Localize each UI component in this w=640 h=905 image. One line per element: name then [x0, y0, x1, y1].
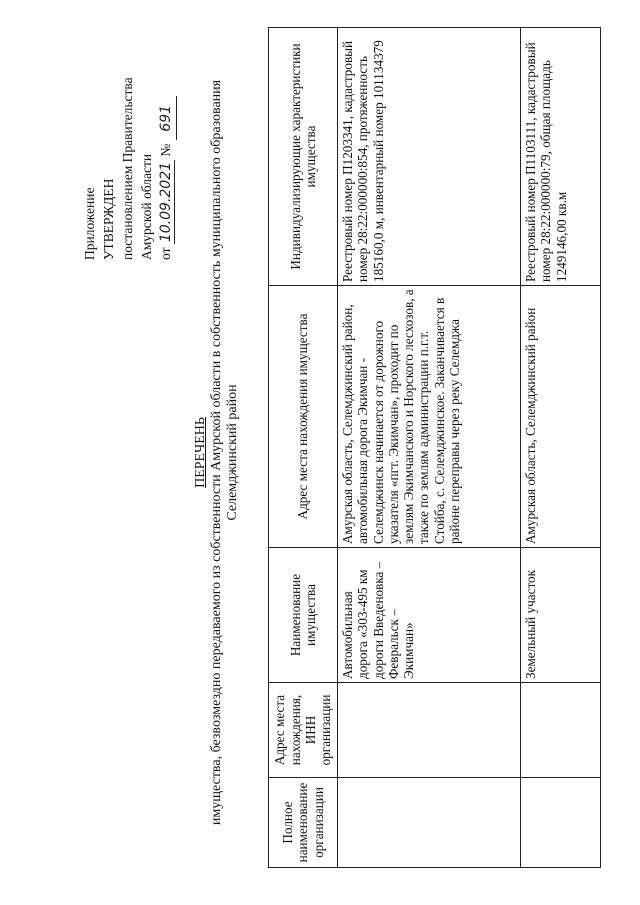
cell-org-name: [521, 778, 601, 868]
property-table: [268, 27, 601, 868]
header-property-name: Наименование имущества: [269, 548, 338, 683]
table-row: [338, 28, 521, 868]
document-title: [193, 60, 241, 845]
header-characteristics: Индивидуализирующие характеристики имущества: [269, 28, 338, 286]
cell-property-address: Амурская область, Селемджинский район: [521, 286, 601, 548]
decree-label: постановлением Правительства: [120, 77, 135, 260]
handwritten-date: 10.09.2021: [158, 161, 174, 243]
appendix-label: Приложение: [82, 187, 97, 260]
region-label: Амурской области: [139, 153, 154, 260]
handwritten-number: 691: [157, 96, 177, 140]
cell-property-name: Автомобильная дорога «303-495 км дороги Введеновка – Февральск – Экимчан»: [338, 548, 521, 683]
header-org-address: Адрес места нахождения, ИНН организации: [269, 683, 338, 778]
cell-property-name: Земельный участок: [521, 548, 601, 683]
date-number-line: [156, 10, 177, 260]
cell-org-name: [338, 778, 521, 868]
approval-block: [80, 10, 177, 260]
date-prefix: от: [158, 247, 173, 260]
title-subject: имущества, безвозмездно передаваемого из собственности Амурской области в собственность муниципального образования: [209, 79, 224, 826]
cell-org-address: [338, 683, 521, 778]
header-org-name: Полное наименование организации: [269, 778, 338, 868]
table-header-row: [269, 28, 338, 868]
number-prefix: №: [158, 143, 173, 157]
header-property-address: Адрес места нахождения имущества: [269, 286, 338, 548]
cell-characteristics: Реестровый номер П1203341, кадастровый номер 28:22:000000:854, протяженность 185160,0 м, инвентарный номер 101134379: [338, 28, 521, 286]
title-district: Селемджинский район: [225, 384, 240, 521]
cell-characteristics: Реестровый номер П1103111, кадастровый номер 28:22:000000:79, общая площадь 1249146,00 кв.м: [521, 28, 601, 286]
cell-org-address: [521, 683, 601, 778]
approved-label: УТВЕРЖДЕН: [101, 178, 116, 260]
cell-property-address: Амурская область, Селемджинский район, автомобильная дорога Экимчан - Селемджинск начинается от дорожного указателя «пгт. Экимчан», проходит по землям Экимчанского и Норского лесхозов, а также по землям администрации п.г.т. Стойба, с. Селемджинское. Заканчивается в районе переправы через реку Селемджа: [338, 286, 521, 548]
table-row: [521, 28, 601, 868]
title-heading: ПЕРЕЧЕНЬ: [193, 417, 208, 488]
